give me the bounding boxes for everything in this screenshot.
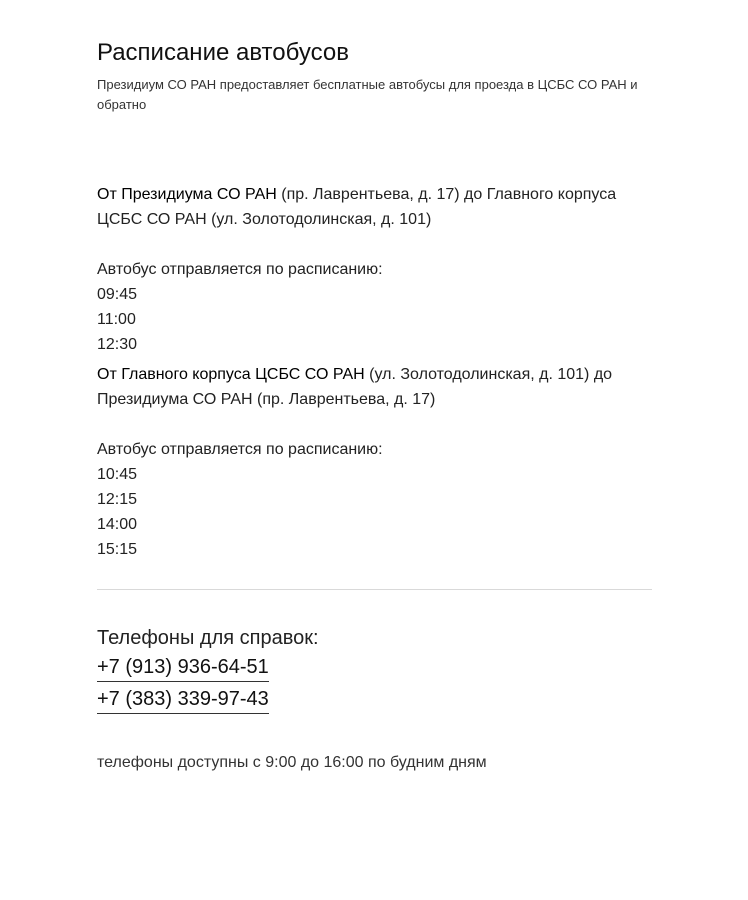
route-from-label: От Президиума СО РАН (97, 186, 277, 203)
bus-schedule-page (97, 36, 652, 775)
section-divider (97, 589, 652, 590)
route-details: (ул. Золотодолинская, д. 101) до Президиума СО РАН (пр. Лаврентьева, д. 17) (97, 366, 613, 408)
departure-time: 12:15 (97, 491, 138, 508)
phone-link[interactable]: +7 (913) 936-64-51 (97, 653, 269, 682)
route-from-label: От Главного корпуса ЦСБС СО РАН (97, 366, 365, 383)
route-details: (пр. Лаврентьева, д. 17) до Главного корпуса ЦСБС СО РАН (ул. Золотодолинская, д. 101) (97, 186, 617, 228)
departure-time: 11:00 (97, 311, 136, 328)
route-description (97, 182, 652, 232)
schedule-label: Автобус отправляется по расписанию: (97, 441, 383, 458)
departure-time: 09:45 (97, 286, 138, 303)
page-title: Расписание автобусов (97, 39, 349, 66)
route-description (97, 362, 652, 412)
departure-time: 14:00 (97, 516, 138, 533)
departure-time: 10:45 (97, 466, 138, 483)
phones-availability-note: телефоны доступны с 9:00 до 16:00 по будним дням (97, 754, 487, 771)
schedule-label: Автобус отправляется по расписанию: (97, 261, 383, 278)
departure-time: 15:15 (97, 541, 138, 558)
page-subtitle: Президиум СО РАН предоставляет бесплатные автобусы для проезда в ЦСБС СО РАН и обратно (97, 77, 638, 112)
phone-link[interactable]: +7 (383) 339-97-43 (97, 685, 269, 714)
phones-title: Телефоны для справок: (97, 627, 319, 649)
departure-time: 12:30 (97, 336, 138, 353)
